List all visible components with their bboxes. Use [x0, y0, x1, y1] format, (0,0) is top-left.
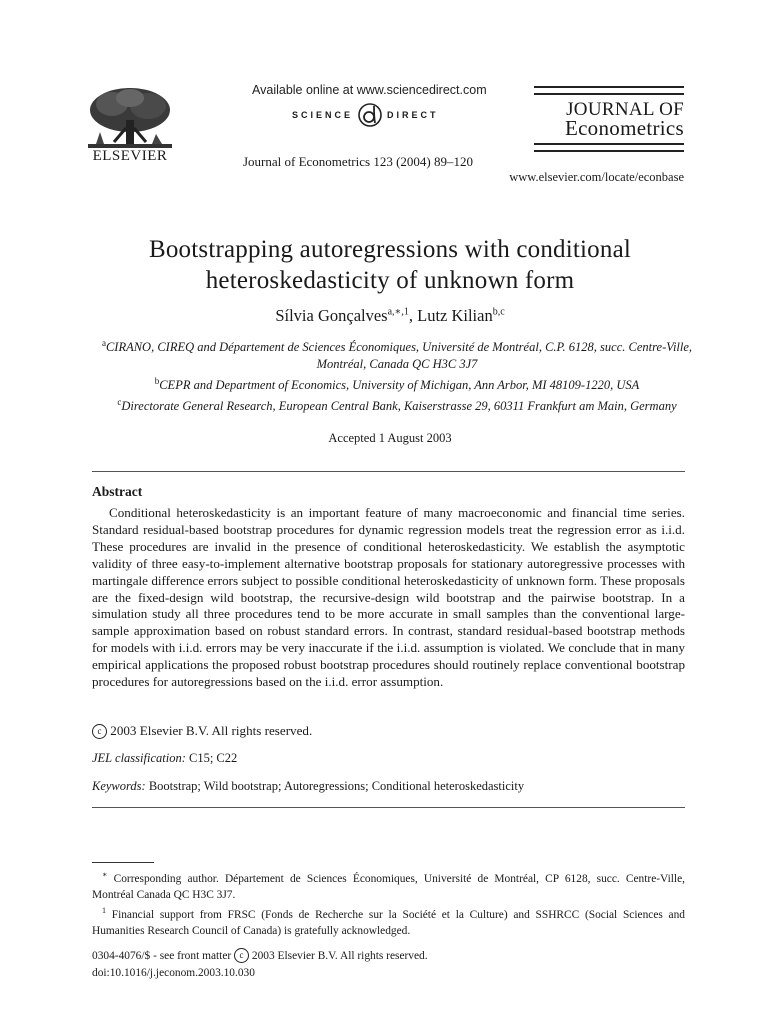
affiliation-text: CIRANO, CIREQ and Département de Sciences Économiques, Université de Montréal, C.P. 6128, succ. Centre-Ville, Montréal, Canada QC H3C 3J7: [105, 340, 693, 372]
footnote-mark: 1: [102, 905, 106, 915]
journal-citation: Journal of Econometrics 123 (2004) 89–120: [243, 154, 473, 169]
sciencedirect-left-word: SCIENCE: [292, 110, 354, 120]
affiliation-item: [92, 373, 702, 394]
jel-classification: [92, 751, 237, 766]
footnote-mark: ∗: [102, 870, 108, 879]
title-line-1: Bootstrapping autoregressions with conditional: [148, 236, 632, 263]
author-name: Lutz Kilian: [417, 306, 493, 325]
keywords-list: Bootstrap; Wild bootstrap; Autoregressions; Conditional heteroskedasticity: [148, 779, 525, 793]
journal-name-logo: [534, 99, 684, 140]
footnote-funding: [92, 903, 685, 939]
keywords: [92, 779, 524, 794]
affiliation-item: [92, 335, 702, 373]
jel-label: JEL classification:: [92, 751, 186, 765]
author-affiliation-marks: a,∗,1: [387, 306, 409, 318]
sciencedirect-right-word: DIRECT: [387, 110, 439, 120]
journal-bar-bottom-2: [534, 150, 684, 152]
journal-bar-top-2: [534, 93, 684, 95]
affiliations: [92, 335, 702, 415]
sciencedirect-d-icon: [357, 102, 383, 128]
affiliation-text: Directorate General Research, European Central Bank, Kaiserstrasse 29, 60311 Frankfurt am Main, Germany: [121, 399, 677, 414]
copyright-icon: c: [234, 948, 249, 963]
issn-line: [92, 948, 428, 965]
copyright-text: 2003 Elsevier B.V. All rights reserved.: [110, 723, 313, 738]
front-matter: [92, 948, 428, 982]
footnotes: [92, 867, 685, 939]
divider-bottom: [92, 807, 685, 808]
affiliation-mark: c: [117, 397, 122, 408]
footnote-rule: [92, 862, 154, 863]
footnote-text: Corresponding author. Département de Sciences Économiques, Université de Montréal, CP 6128, succ. Centre-Ville, Montréal Canada QC H3C 3J7.: [92, 872, 685, 901]
available-online-text: Available online at www.sciencedirect.com: [252, 83, 487, 97]
journal-bar-bottom-1: [534, 143, 684, 145]
author-list: [70, 306, 710, 326]
divider-top: [92, 471, 685, 472]
affiliation-item: [92, 394, 702, 415]
doi[interactable]: doi:10.1016/j.jeconom.2003.10.030: [92, 967, 255, 979]
footnote-corresponding: [92, 867, 685, 903]
affiliation-mark: a: [101, 338, 106, 348]
issn-copyright: 2003 Elsevier B.V. All rights reserved.: [251, 950, 428, 962]
jel-codes: C15; C22: [189, 751, 238, 765]
sciencedirect-logo: [292, 100, 439, 130]
journal-bar-top-1: [534, 86, 684, 88]
title-line-2: heteroskedasticity of unknown form: [205, 267, 575, 294]
abstract-heading: Abstract: [92, 484, 143, 499]
affiliation-text: CEPR and Department of Economics, University of Michigan, Ann Arbor, MI 48109-1220, USA: [159, 378, 640, 393]
affiliation-mark: b: [154, 376, 160, 387]
article-title: [70, 234, 710, 296]
issn-text: 0304-4076/$ - see front matter: [92, 950, 232, 962]
author-separator: ,: [408, 306, 418, 325]
accepted-date: Accepted 1 August 2003: [328, 431, 452, 445]
author-name: Sílvia Gonçalves: [275, 306, 388, 325]
publisher-name: ELSEVIER: [92, 148, 168, 164]
journal-name-line2: Econometrics: [564, 116, 684, 140]
abstract-copyright: [92, 723, 312, 739]
journal-url[interactable]: www.elsevier.com/locate/econbase: [509, 170, 684, 184]
abstract-body: [92, 505, 685, 691]
keywords-label: Keywords:: [92, 779, 146, 793]
author-affiliation-marks: b,c: [492, 306, 505, 318]
journal-name-line1: JOURNAL OF: [566, 99, 684, 120]
footnote-text: Financial support from FRSC (Fonds de Recherche sur la Société et la Culture) and SSHRCC (Social Sciences and Humanities Research Council of Canada) is gratefully acknowledged.: [92, 908, 685, 937]
copyright-icon: c: [92, 724, 107, 739]
abstract-paragraph: Conditional heteroskedasticity is an important feature of many macroeconomic and financial time series. Standard residual-based bootstrap procedures for dynamic regression models treat the regression error as i.i.d. These procedures are invalid in the presence of conditional heteroskedasticity. We establish the asymptotic validity of three easy-to-implement alternative bootstrap proposals for stationary autoregressive processes with martingale difference errors subject to possible conditional heteroskedasticity of unknown form. These proposals are the fixed-design wild bootstrap, the recursive-design wild bootstrap and the pairwise bootstrap. In a simulation study all three procedures tend to be more accurate in small samples than the conventional large-sample approximation based on robust standard errors. In contrast, standard residual-based bootstrap methods for models with i.i.d. errors may be very inaccurate if the i.i.d. assumption is violated. We conclude that in many empirical applications the proposed robust bootstrap procedures should routinely replace conventional bootstrap procedures for autoregressions based on the i.i.d. error assumption.: [92, 505, 685, 690]
